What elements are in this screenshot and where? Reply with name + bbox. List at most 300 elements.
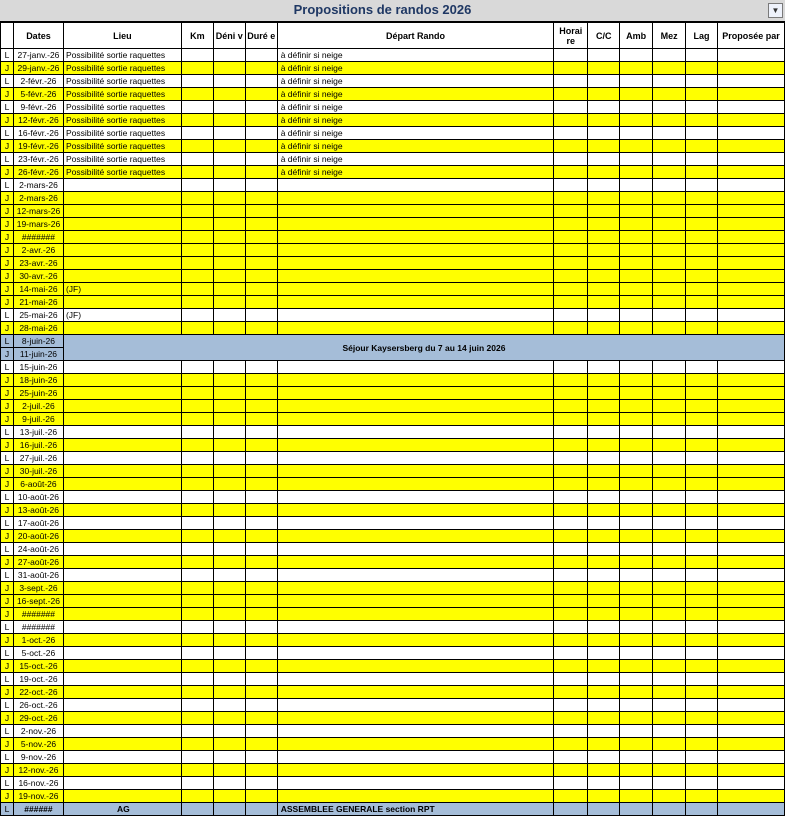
day-cell[interactable]: L [1, 699, 14, 712]
proposee-cell[interactable] [718, 166, 785, 179]
lieu-cell[interactable]: Possibilité sortie raquettes [63, 153, 181, 166]
cc-cell[interactable] [588, 517, 620, 530]
day-cell[interactable]: L [1, 75, 14, 88]
date-cell[interactable]: 12-févr.-26 [13, 114, 63, 127]
duree-cell[interactable] [245, 595, 277, 608]
horaire-cell[interactable] [554, 439, 588, 452]
km-cell[interactable] [181, 491, 213, 504]
duree-cell[interactable] [245, 387, 277, 400]
amb-cell[interactable] [620, 387, 653, 400]
date-cell[interactable]: 27-juil.-26 [13, 452, 63, 465]
mez-cell[interactable] [653, 374, 686, 387]
horaire-cell[interactable] [554, 608, 588, 621]
cc-cell[interactable] [588, 62, 620, 75]
lieu-cell[interactable] [63, 491, 181, 504]
lieu-cell[interactable]: Possibilité sortie raquettes [63, 62, 181, 75]
day-cell[interactable]: L [1, 361, 14, 374]
cc-cell[interactable] [588, 634, 620, 647]
date-cell[interactable]: 27-janv.-26 [13, 49, 63, 62]
event-cell[interactable]: Séjour Kaysersberg du 7 au 14 juin 2026 [63, 335, 784, 361]
duree-cell[interactable] [245, 751, 277, 764]
cc-cell[interactable] [588, 608, 620, 621]
date-cell[interactable]: ####### [13, 608, 63, 621]
horaire-cell[interactable] [554, 192, 588, 205]
lieu-cell[interactable] [63, 517, 181, 530]
lag-cell[interactable] [686, 296, 718, 309]
proposee-cell[interactable] [718, 608, 785, 621]
lieu-cell[interactable] [63, 413, 181, 426]
proposee-cell[interactable] [718, 556, 785, 569]
amb-cell[interactable] [620, 725, 653, 738]
day-cell[interactable]: J [1, 504, 14, 517]
proposee-cell[interactable] [718, 387, 785, 400]
day-cell[interactable]: J [1, 348, 14, 361]
proposee-cell[interactable] [718, 673, 785, 686]
horaire-cell[interactable] [554, 699, 588, 712]
amb-cell[interactable] [620, 764, 653, 777]
cc-cell[interactable] [588, 712, 620, 725]
amb-cell[interactable] [620, 413, 653, 426]
date-cell[interactable]: 29-oct.-26 [13, 712, 63, 725]
horaire-cell[interactable] [554, 803, 588, 816]
depart-cell[interactable] [277, 530, 554, 543]
day-cell[interactable]: J [1, 387, 14, 400]
mez-cell[interactable] [653, 634, 686, 647]
date-cell[interactable]: 30-avr.-26 [13, 270, 63, 283]
mez-cell[interactable] [653, 673, 686, 686]
amb-cell[interactable] [620, 478, 653, 491]
deniv-cell[interactable] [213, 231, 245, 244]
depart-cell[interactable]: à définir si neige [277, 114, 554, 127]
date-cell[interactable]: 15-oct.-26 [13, 660, 63, 673]
day-cell[interactable]: L [1, 725, 14, 738]
mez-cell[interactable] [653, 582, 686, 595]
km-cell[interactable] [181, 88, 213, 101]
amb-cell[interactable] [620, 127, 653, 140]
lag-cell[interactable] [686, 413, 718, 426]
date-cell[interactable]: 18-juin-26 [13, 374, 63, 387]
duree-cell[interactable] [245, 738, 277, 751]
date-cell[interactable]: 2-juil.-26 [13, 400, 63, 413]
mez-cell[interactable] [653, 49, 686, 62]
mez-cell[interactable] [653, 478, 686, 491]
lieu-cell[interactable] [63, 465, 181, 478]
amb-cell[interactable] [620, 517, 653, 530]
lieu-cell[interactable] [63, 361, 181, 374]
date-cell[interactable]: 2-févr.-26 [13, 75, 63, 88]
cc-cell[interactable] [588, 88, 620, 101]
horaire-cell[interactable] [554, 309, 588, 322]
km-cell[interactable] [181, 504, 213, 517]
duree-cell[interactable] [245, 114, 277, 127]
depart-cell[interactable] [277, 595, 554, 608]
horaire-cell[interactable] [554, 569, 588, 582]
lag-cell[interactable] [686, 387, 718, 400]
lag-cell[interactable] [686, 608, 718, 621]
amb-cell[interactable] [620, 49, 653, 62]
amb-cell[interactable] [620, 231, 653, 244]
cc-cell[interactable] [588, 257, 620, 270]
lieu-cell[interactable] [63, 322, 181, 335]
mez-cell[interactable] [653, 530, 686, 543]
cc-cell[interactable] [588, 621, 620, 634]
km-cell[interactable] [181, 101, 213, 114]
cc-cell[interactable] [588, 101, 620, 114]
deniv-cell[interactable] [213, 517, 245, 530]
duree-cell[interactable] [245, 790, 277, 803]
cc-cell[interactable] [588, 556, 620, 569]
km-cell[interactable] [181, 166, 213, 179]
duree-cell[interactable] [245, 361, 277, 374]
deniv-cell[interactable] [213, 478, 245, 491]
horaire-cell[interactable] [554, 673, 588, 686]
km-cell[interactable] [181, 621, 213, 634]
cc-cell[interactable] [588, 439, 620, 452]
horaire-cell[interactable] [554, 647, 588, 660]
proposee-cell[interactable] [718, 101, 785, 114]
proposee-cell[interactable] [718, 712, 785, 725]
duree-cell[interactable] [245, 179, 277, 192]
duree-cell[interactable] [245, 153, 277, 166]
deniv-cell[interactable] [213, 556, 245, 569]
date-cell[interactable]: 21-mai-26 [13, 296, 63, 309]
day-cell[interactable]: J [1, 738, 14, 751]
mez-cell[interactable] [653, 517, 686, 530]
deniv-cell[interactable] [213, 387, 245, 400]
proposee-cell[interactable] [718, 465, 785, 478]
horaire-cell[interactable] [554, 166, 588, 179]
depart-cell[interactable] [277, 387, 554, 400]
deniv-cell[interactable] [213, 569, 245, 582]
lag-cell[interactable] [686, 218, 718, 231]
amb-cell[interactable] [620, 738, 653, 751]
depart-cell[interactable] [277, 218, 554, 231]
duree-cell[interactable] [245, 725, 277, 738]
lieu-cell[interactable] [63, 699, 181, 712]
day-cell[interactable]: L [1, 153, 14, 166]
amb-cell[interactable] [620, 153, 653, 166]
cc-cell[interactable] [588, 179, 620, 192]
horaire-cell[interactable] [554, 543, 588, 556]
lieu-cell[interactable] [63, 790, 181, 803]
horaire-cell[interactable] [554, 101, 588, 114]
day-cell[interactable]: L [1, 647, 14, 660]
deniv-cell[interactable] [213, 179, 245, 192]
horaire-cell[interactable] [554, 530, 588, 543]
header-mez[interactable]: Mez [653, 23, 686, 49]
date-cell[interactable]: 13-juil.-26 [13, 426, 63, 439]
lieu-cell[interactable] [63, 192, 181, 205]
lieu-cell[interactable] [63, 478, 181, 491]
lieu-cell[interactable] [63, 647, 181, 660]
km-cell[interactable] [181, 686, 213, 699]
date-cell[interactable]: 12-nov.-26 [13, 764, 63, 777]
depart-cell[interactable] [277, 569, 554, 582]
lieu-cell[interactable] [63, 270, 181, 283]
deniv-cell[interactable] [213, 699, 245, 712]
lag-cell[interactable] [686, 686, 718, 699]
proposee-cell[interactable] [718, 88, 785, 101]
amb-cell[interactable] [620, 465, 653, 478]
cc-cell[interactable] [588, 192, 620, 205]
header-dates[interactable]: Dates [13, 23, 63, 49]
date-cell[interactable]: 26-févr.-26 [13, 166, 63, 179]
day-cell[interactable]: L [1, 543, 14, 556]
depart-cell[interactable] [277, 283, 554, 296]
depart-cell[interactable] [277, 205, 554, 218]
km-cell[interactable] [181, 244, 213, 257]
horaire-cell[interactable] [554, 361, 588, 374]
day-cell[interactable]: J [1, 582, 14, 595]
duree-cell[interactable] [245, 556, 277, 569]
duree-cell[interactable] [245, 88, 277, 101]
amb-cell[interactable] [620, 179, 653, 192]
duree-cell[interactable] [245, 582, 277, 595]
horaire-cell[interactable] [554, 621, 588, 634]
depart-cell[interactable] [277, 790, 554, 803]
km-cell[interactable] [181, 257, 213, 270]
deniv-cell[interactable] [213, 49, 245, 62]
proposee-cell[interactable] [718, 205, 785, 218]
date-cell[interactable]: 19-oct.-26 [13, 673, 63, 686]
lieu-cell[interactable] [63, 686, 181, 699]
duree-cell[interactable] [245, 452, 277, 465]
lag-cell[interactable] [686, 621, 718, 634]
duree-cell[interactable] [245, 231, 277, 244]
km-cell[interactable] [181, 712, 213, 725]
cc-cell[interactable] [588, 673, 620, 686]
lag-cell[interactable] [686, 400, 718, 413]
day-cell[interactable]: J [1, 296, 14, 309]
duree-cell[interactable] [245, 647, 277, 660]
day-cell[interactable]: J [1, 62, 14, 75]
mez-cell[interactable] [653, 504, 686, 517]
lieu-cell[interactable] [63, 660, 181, 673]
proposee-cell[interactable] [718, 491, 785, 504]
mez-cell[interactable] [653, 387, 686, 400]
km-cell[interactable] [181, 218, 213, 231]
cc-cell[interactable] [588, 374, 620, 387]
depart-cell[interactable] [277, 738, 554, 751]
mez-cell[interactable] [653, 361, 686, 374]
depart-cell[interactable] [277, 647, 554, 660]
deniv-cell[interactable] [213, 75, 245, 88]
lag-cell[interactable] [686, 504, 718, 517]
day-cell[interactable]: J [1, 322, 14, 335]
duree-cell[interactable] [245, 764, 277, 777]
duree-cell[interactable] [245, 491, 277, 504]
deniv-cell[interactable] [213, 166, 245, 179]
date-cell[interactable]: 9-juil.-26 [13, 413, 63, 426]
horaire-cell[interactable] [554, 114, 588, 127]
mez-cell[interactable] [653, 764, 686, 777]
duree-cell[interactable] [245, 400, 277, 413]
amb-cell[interactable] [620, 140, 653, 153]
proposee-cell[interactable] [718, 244, 785, 257]
lieu-cell[interactable] [63, 387, 181, 400]
lieu-cell[interactable]: Possibilité sortie raquettes [63, 49, 181, 62]
amb-cell[interactable] [620, 569, 653, 582]
lieu-cell[interactable] [63, 452, 181, 465]
lieu-cell[interactable] [63, 218, 181, 231]
day-cell[interactable]: L [1, 803, 14, 816]
date-cell[interactable]: 17-août-26 [13, 517, 63, 530]
depart-cell[interactable] [277, 374, 554, 387]
km-cell[interactable] [181, 569, 213, 582]
lieu-cell[interactable] [63, 621, 181, 634]
lieu-cell[interactable] [63, 569, 181, 582]
lag-cell[interactable] [686, 322, 718, 335]
mez-cell[interactable] [653, 296, 686, 309]
km-cell[interactable] [181, 699, 213, 712]
horaire-cell[interactable] [554, 283, 588, 296]
duree-cell[interactable] [245, 569, 277, 582]
deniv-cell[interactable] [213, 218, 245, 231]
day-cell[interactable]: J [1, 712, 14, 725]
km-cell[interactable] [181, 192, 213, 205]
day-cell[interactable]: L [1, 309, 14, 322]
cc-cell[interactable] [588, 296, 620, 309]
duree-cell[interactable] [245, 309, 277, 322]
amb-cell[interactable] [620, 296, 653, 309]
proposee-cell[interactable] [718, 751, 785, 764]
duree-cell[interactable] [245, 426, 277, 439]
day-cell[interactable]: J [1, 764, 14, 777]
deniv-cell[interactable] [213, 283, 245, 296]
header-day[interactable] [1, 23, 14, 49]
lieu-cell[interactable] [63, 712, 181, 725]
deniv-cell[interactable] [213, 595, 245, 608]
deniv-cell[interactable] [213, 413, 245, 426]
deniv-cell[interactable] [213, 153, 245, 166]
amb-cell[interactable] [620, 218, 653, 231]
lag-cell[interactable] [686, 140, 718, 153]
lieu-cell[interactable]: Possibilité sortie raquettes [63, 140, 181, 153]
depart-cell[interactable] [277, 751, 554, 764]
header-proposee[interactable]: Proposée par [718, 23, 785, 49]
depart-cell[interactable]: à définir si neige [277, 140, 554, 153]
duree-cell[interactable] [245, 699, 277, 712]
cc-cell[interactable] [588, 387, 620, 400]
duree-cell[interactable] [245, 608, 277, 621]
km-cell[interactable] [181, 465, 213, 478]
day-cell[interactable]: J [1, 192, 14, 205]
day-cell[interactable]: J [1, 465, 14, 478]
lag-cell[interactable] [686, 231, 718, 244]
day-cell[interactable]: L [1, 491, 14, 504]
duree-cell[interactable] [245, 530, 277, 543]
lieu-cell[interactable] [63, 205, 181, 218]
depart-cell[interactable]: à définir si neige [277, 88, 554, 101]
km-cell[interactable] [181, 322, 213, 335]
lag-cell[interactable] [686, 192, 718, 205]
km-cell[interactable] [181, 153, 213, 166]
cc-cell[interactable] [588, 270, 620, 283]
date-cell[interactable]: 28-mai-26 [13, 322, 63, 335]
horaire-cell[interactable] [554, 127, 588, 140]
duree-cell[interactable] [245, 205, 277, 218]
depart-cell[interactable]: ASSEMBLEE GENERALE section RPT [277, 803, 554, 816]
deniv-cell[interactable] [213, 101, 245, 114]
deniv-cell[interactable] [213, 439, 245, 452]
deniv-cell[interactable] [213, 62, 245, 75]
amb-cell[interactable] [620, 452, 653, 465]
lag-cell[interactable] [686, 426, 718, 439]
mez-cell[interactable] [653, 192, 686, 205]
km-cell[interactable] [181, 595, 213, 608]
depart-cell[interactable] [277, 517, 554, 530]
depart-cell[interactable] [277, 231, 554, 244]
cc-cell[interactable] [588, 114, 620, 127]
proposee-cell[interactable] [718, 790, 785, 803]
deniv-cell[interactable] [213, 790, 245, 803]
proposee-cell[interactable] [718, 75, 785, 88]
lag-cell[interactable] [686, 257, 718, 270]
cc-cell[interactable] [588, 231, 620, 244]
lag-cell[interactable] [686, 205, 718, 218]
mez-cell[interactable] [653, 153, 686, 166]
cc-cell[interactable] [588, 322, 620, 335]
deniv-cell[interactable] [213, 400, 245, 413]
deniv-cell[interactable] [213, 270, 245, 283]
depart-cell[interactable] [277, 634, 554, 647]
mez-cell[interactable] [653, 712, 686, 725]
depart-cell[interactable] [277, 244, 554, 257]
proposee-cell[interactable] [718, 413, 785, 426]
cc-cell[interactable] [588, 764, 620, 777]
mez-cell[interactable] [653, 569, 686, 582]
amb-cell[interactable] [620, 400, 653, 413]
date-cell[interactable]: 11-juin-26 [13, 348, 63, 361]
lieu-cell[interactable] [63, 296, 181, 309]
duree-cell[interactable] [245, 413, 277, 426]
cc-cell[interactable] [588, 738, 620, 751]
cc-cell[interactable] [588, 777, 620, 790]
proposee-cell[interactable] [718, 192, 785, 205]
depart-cell[interactable] [277, 673, 554, 686]
date-cell[interactable]: 15-juin-26 [13, 361, 63, 374]
cc-cell[interactable] [588, 426, 620, 439]
lag-cell[interactable] [686, 361, 718, 374]
amb-cell[interactable] [620, 686, 653, 699]
lag-cell[interactable] [686, 543, 718, 556]
proposee-cell[interactable] [718, 803, 785, 816]
day-cell[interactable]: J [1, 556, 14, 569]
proposee-cell[interactable] [718, 400, 785, 413]
mez-cell[interactable] [653, 426, 686, 439]
depart-cell[interactable] [277, 712, 554, 725]
km-cell[interactable] [181, 374, 213, 387]
depart-cell[interactable] [277, 764, 554, 777]
duree-cell[interactable] [245, 322, 277, 335]
proposee-cell[interactable] [718, 569, 785, 582]
lag-cell[interactable] [686, 569, 718, 582]
lag-cell[interactable] [686, 803, 718, 816]
proposee-cell[interactable] [718, 686, 785, 699]
horaire-cell[interactable] [554, 517, 588, 530]
date-cell[interactable]: 16-sept.-26 [13, 595, 63, 608]
mez-cell[interactable] [653, 543, 686, 556]
dropdown-arrow-icon[interactable]: ▼ [768, 3, 783, 18]
day-cell[interactable]: L [1, 673, 14, 686]
mez-cell[interactable] [653, 101, 686, 114]
proposee-cell[interactable] [718, 595, 785, 608]
date-cell[interactable]: 13-août-26 [13, 504, 63, 517]
amb-cell[interactable] [620, 582, 653, 595]
proposee-cell[interactable] [718, 361, 785, 374]
lag-cell[interactable] [686, 738, 718, 751]
horaire-cell[interactable] [554, 686, 588, 699]
